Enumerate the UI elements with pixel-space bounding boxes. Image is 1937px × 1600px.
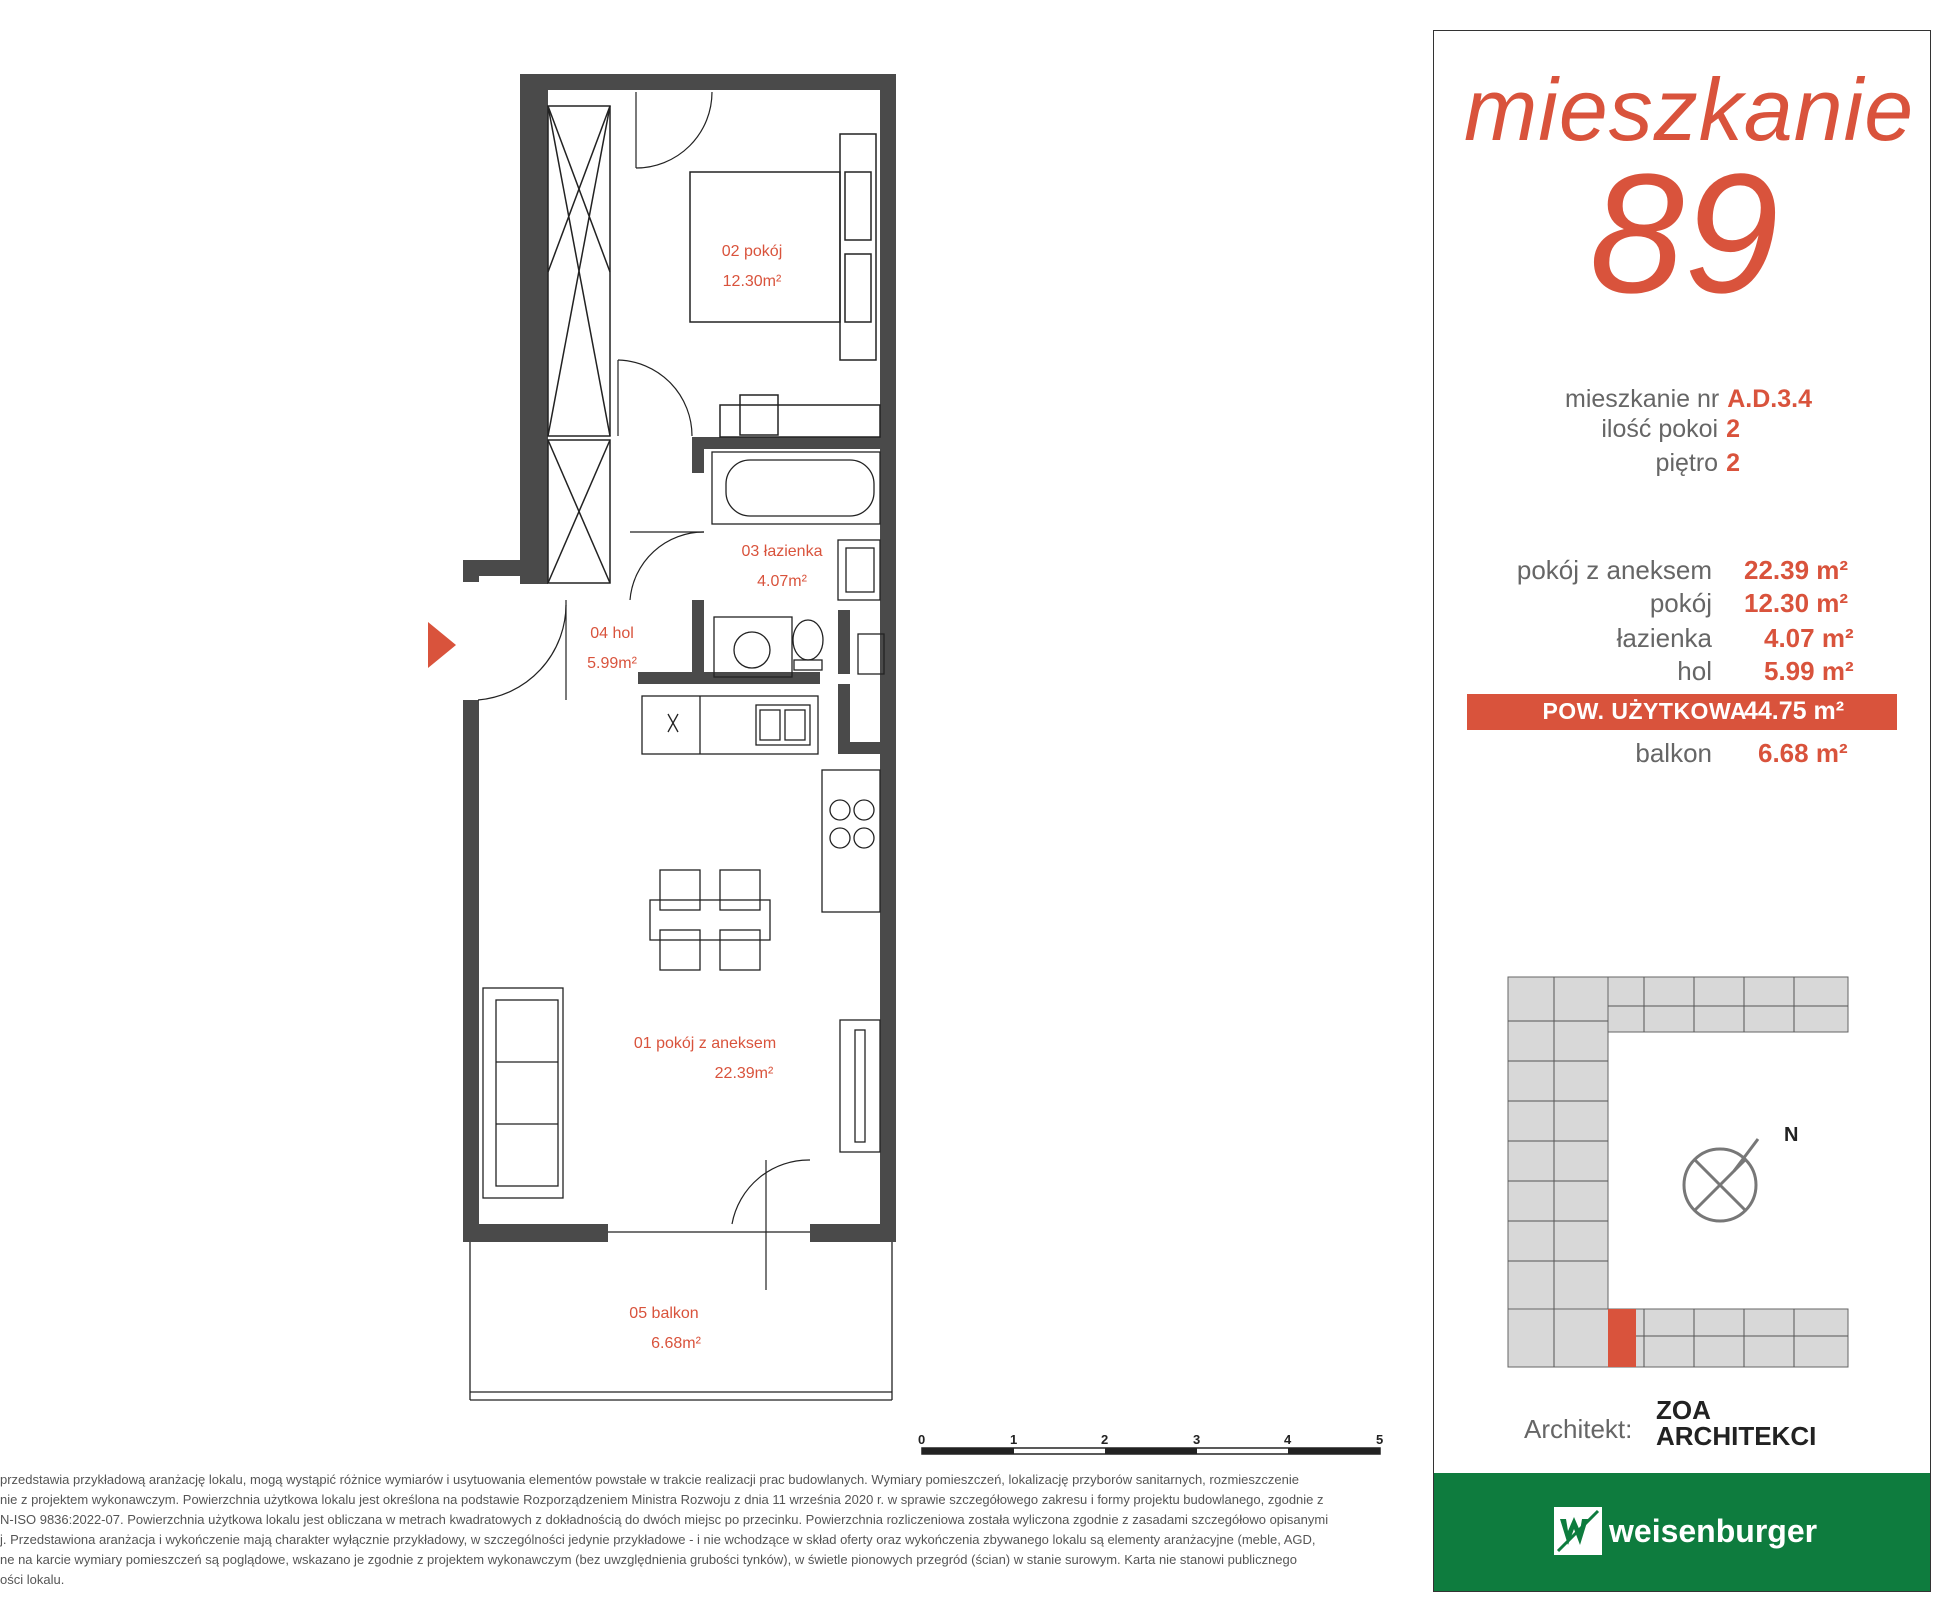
area-row-hall: [1434, 656, 1932, 688]
room-area-living: 22.39m²: [714, 1065, 774, 1082]
room-label-balcony: 05 balkon: [629, 1305, 699, 1322]
scale-label-0: 0: [918, 1432, 926, 1447]
disclaimer-line: N-ISO 9836:2022-07. Powierzchnia użytkowa lokalu jest obliczana w metrach kwadratowych z dokładnością do dwóch miejsc po przecinku. Powierzchnia rozliczeniowa została wyliczona zgodnie z zasadami szczegółowo opisanymi: [0, 1512, 1329, 1527]
tv-unit: [840, 1020, 880, 1152]
meta-floor: [1656, 449, 1740, 478]
apartment-highlight: [1608, 1309, 1636, 1367]
meta-value: 2: [1726, 449, 1740, 477]
area-label: hol: [1677, 656, 1712, 686]
disclaimer-line: przedstawia przykładową aranżację lokalu, mogą wystąpić różnice wymiarów i usytuowania elementów powstałe w trakcie realizacji prac budowlanych. Wymiary pomieszczeń, lokalizację przyborów sanitarnych, rozmieszczenie: [0, 1472, 1299, 1487]
north-label: N: [1784, 1124, 1799, 1146]
disclaimer-line: nie z projektem wykonawczym. Powierzchnia użytkowa lokalu jest określona na podstawie Rozporządzeniem Ministra Rozwoju z dnia 11 września 2020 r. w sprawie szczegółowego zakresu i formy projektu budowlanego, zgodnie z: [0, 1492, 1324, 1507]
bathroom-fixtures: [712, 452, 884, 677]
compass-icon: [1684, 1139, 1758, 1221]
architect-logo-line2: ARCHITEKCI: [1656, 1421, 1817, 1451]
room-area-balcony: 6.68m²: [651, 1335, 701, 1352]
area-label: łazienka: [1616, 623, 1712, 653]
room-label-bathroom: 03 łazienka: [741, 543, 823, 560]
architect-label: Architekt:: [1524, 1414, 1633, 1444]
brand-footer: [1434, 1473, 1930, 1591]
walls: [463, 74, 896, 1242]
architect-logo-line1: ZOA: [1656, 1395, 1711, 1425]
area-label: pokój z aneksem: [1516, 555, 1712, 585]
area-row-living: [1434, 555, 1932, 587]
room-label-bedroom: 02 pokój: [721, 243, 783, 260]
scale-bar: [922, 1448, 1380, 1454]
scale-label-2: 2: [1101, 1432, 1109, 1447]
area-value: 5.99 m²: [1764, 656, 1854, 686]
room-area-hall: 5.99m²: [587, 655, 637, 672]
meta-label: piętro: [1655, 449, 1719, 477]
disclaimer-line: ości lokalu.: [0, 1572, 65, 1587]
scale-label-5: 5: [1376, 1432, 1384, 1447]
area-row-bedroom: [1434, 588, 1932, 620]
disclaimer: [0, 1470, 1400, 1590]
architect-logo: [1656, 1397, 1816, 1449]
area-label: balkon: [1635, 738, 1712, 768]
meta-label: ilość pokoi: [1601, 415, 1719, 443]
area-row-bathroom: [1434, 623, 1932, 655]
scale-label-3: 3: [1193, 1432, 1201, 1447]
sofa: [483, 988, 563, 1198]
apartment-number: 89: [1589, 139, 1779, 329]
building-key-plan: [1494, 961, 1874, 1381]
total-label: POW. UŻYTKOWA: [1542, 698, 1747, 724]
room-label-living: 01 pokój z aneksem: [633, 1035, 777, 1052]
meta-label: mieszkanie nr: [1565, 385, 1720, 413]
disclaimer-line: ne na karcie wymiary pomieszczeń są poglądowe, wskazano je zgodnie z projektem wykonawczym (bez uwzględnienia grubości tynków), w świetle pionowych przegród (ścian) w stanie surowym. Karta nie stanowi publicznego: [0, 1552, 1297, 1567]
area-row-balcony: [1434, 738, 1932, 770]
title-word: mieszkanie: [1464, 60, 1915, 159]
room-area-bathroom: 4.07m²: [757, 573, 807, 590]
total-value: 44.75 m²: [1744, 697, 1845, 725]
area-value: 12.30 m²: [1744, 588, 1849, 618]
scale-label-1: 1: [1010, 1432, 1018, 1447]
bed: [690, 134, 880, 437]
total-area-bar: [1467, 694, 1897, 730]
disclaimer-line: j. Przedstawiona aranżacja i wykończenie mają charakter wyłącznie przykładowy, w szczególności jedynie przykładowe - i nie wchodzące w skład oferty oraz wykończenia zbywanego lokalu są elementy aranżacyjne (meble, AGD,: [0, 1532, 1316, 1547]
area-label: pokój: [1649, 588, 1712, 618]
room-area-bedroom: 12.30m²: [722, 273, 782, 290]
meta-value: 2: [1726, 415, 1740, 443]
weisenburger-logo-icon: [1552, 1505, 1604, 1557]
entrance-arrow-icon: [428, 622, 456, 668]
brand-name: weisenburger: [1609, 1513, 1818, 1549]
dining-table: [650, 870, 770, 970]
room-label-hall: 04 hol: [590, 625, 634, 642]
info-panel: [1433, 30, 1931, 1592]
scale-label-4: 4: [1284, 1432, 1292, 1447]
meta-value: A.D.3.4: [1727, 385, 1812, 413]
meta-apartment-no: [1565, 385, 1812, 414]
area-value: 6.68 m²: [1758, 738, 1848, 768]
area-value: 4.07 m²: [1764, 623, 1854, 653]
area-value: 22.39 m²: [1744, 555, 1849, 585]
wardrobe: [548, 106, 610, 583]
meta-room-count: [1601, 415, 1740, 444]
